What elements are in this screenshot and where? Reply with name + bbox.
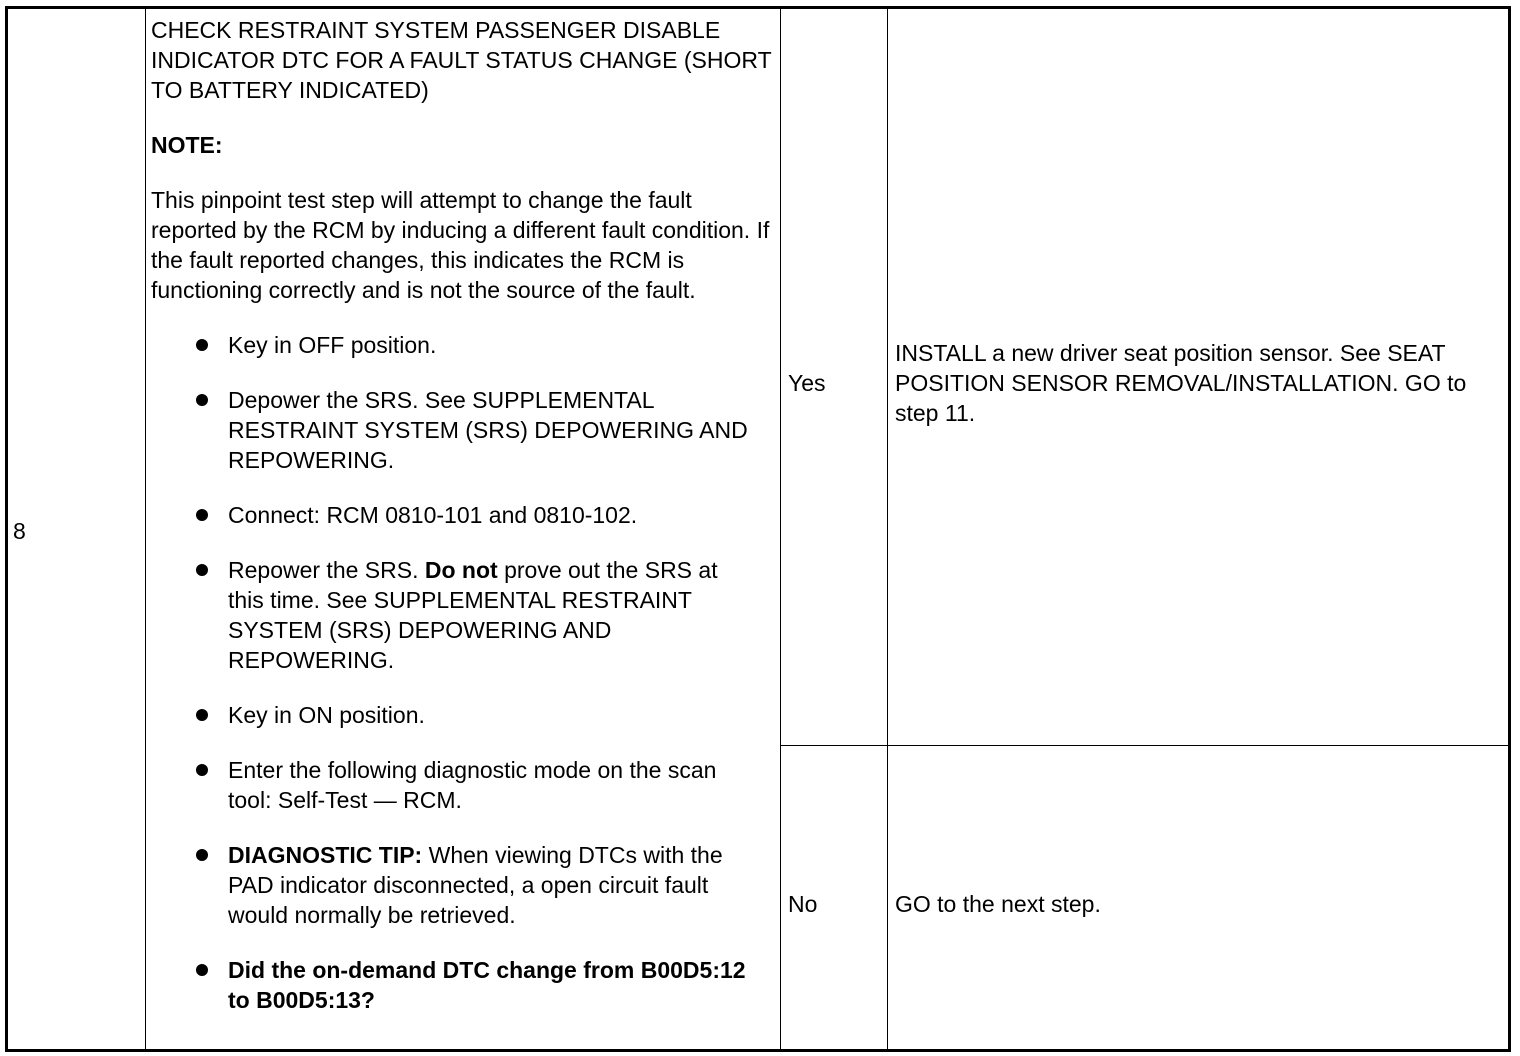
bullet-icon — [196, 339, 208, 351]
result-yes-label: Yes — [788, 370, 826, 396]
step-text: Enter the following diagnostic mode on the scan tool: Self-Test — RCM. — [228, 757, 717, 813]
step-text: Key in OFF position. — [228, 332, 437, 358]
bullet-icon — [196, 394, 208, 406]
result-no-action: GO to the next step. — [895, 891, 1101, 917]
pinpoint-test-table — [5, 6, 1511, 1052]
bullet-icon — [196, 764, 208, 776]
bullet-icon — [196, 564, 208, 576]
row-divider — [780, 745, 1508, 746]
list-item — [151, 700, 748, 730]
bullet-icon — [196, 964, 208, 976]
step-text-rest: prove out the SRS at this time. See SUPPLEMENTAL RESTRAINT SYSTEM (SRS) DEPOWERING AND REPOWERING. — [228, 557, 718, 673]
step-text: Depower the SRS. See SUPPLEMENTAL RESTRAINT SYSTEM (SRS) DEPOWERING AND REPOWERING. — [228, 387, 748, 473]
procedure-steps — [151, 330, 781, 1015]
step-number: 8 — [13, 518, 26, 544]
column-divider — [145, 9, 146, 1049]
note-label: NOTE: — [151, 132, 223, 158]
list-item — [151, 955, 748, 1015]
note-text: This pinpoint test step will attempt to change the fault reported by the RCM by inducing a different fault condition. If the fault reported changes, this indicates the RCM is functioning correctly and is not the source of the fault. — [151, 187, 770, 303]
list-item — [151, 755, 748, 815]
step-text-emphasis: Do not — [424, 557, 498, 583]
list-item — [151, 385, 748, 475]
step-title: CHECK RESTRAINT SYSTEM PASSENGER DISABLE INDICATOR DTC FOR A FAULT STATUS CHANGE (SHORT TO BATTERY INDICATED) — [151, 17, 772, 103]
column-divider — [887, 9, 888, 1049]
step-text: Connect: RCM 0810-101 and 0810-102. — [228, 502, 638, 528]
bullet-icon — [196, 849, 208, 861]
bullet-icon — [196, 509, 208, 521]
step-description — [151, 15, 781, 1015]
step-text: Key in ON position. — [228, 702, 425, 728]
result-yes-action: INSTALL a new driver seat position sensor. See SEAT POSITION SENSOR REMOVAL/INSTALLATION. GO to step 11. — [895, 340, 1467, 426]
list-item — [151, 330, 748, 360]
list-item — [151, 500, 748, 530]
bullet-icon — [196, 709, 208, 721]
step-text-lead: Repower the SRS. — [228, 557, 425, 583]
result-no-label: No — [788, 891, 818, 917]
list-item — [151, 555, 748, 675]
list-item — [151, 840, 748, 930]
diagnostic-tip-label: DIAGNOSTIC TIP: — [228, 842, 423, 868]
diagnostic-tip-text: When viewing DTCs with the PAD indicator disconnected, a open circuit fault would normally be retrieved. — [228, 842, 723, 928]
test-question: Did the on-demand DTC change from B00D5:12 to B00D5:13? — [228, 957, 746, 1013]
